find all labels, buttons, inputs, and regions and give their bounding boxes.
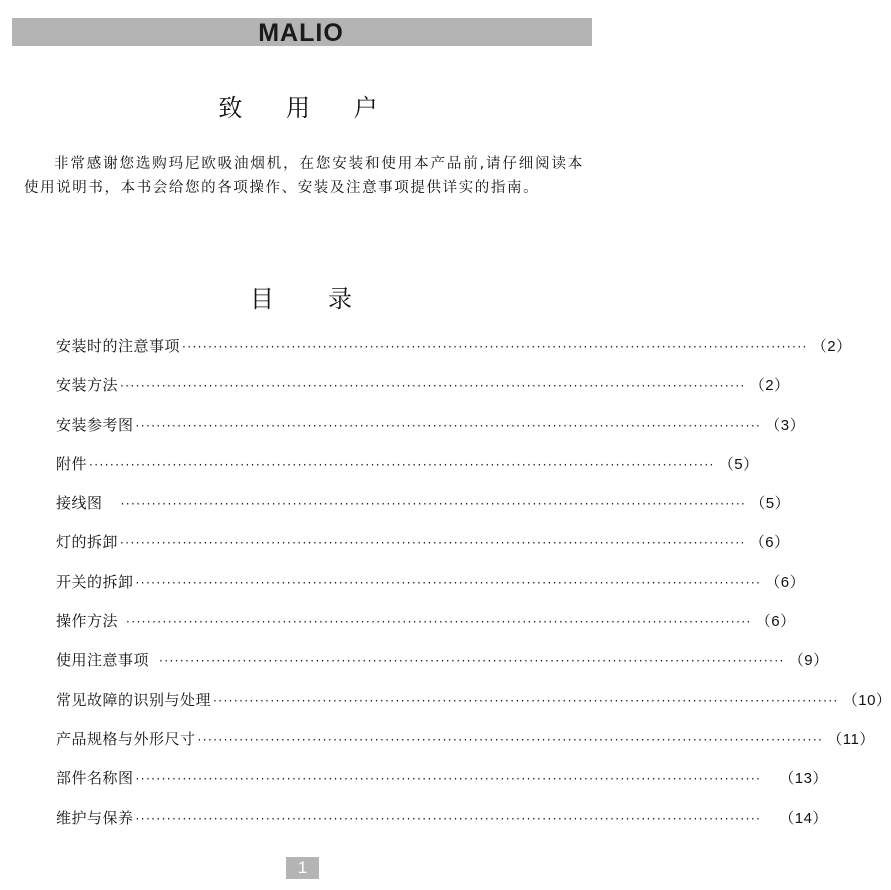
brand-logo: MALIO bbox=[258, 19, 344, 47]
toc-leader-dots: ························································································································ bbox=[120, 536, 746, 551]
toc-leader-dots: ························································································································ bbox=[213, 693, 839, 708]
toc-entry[interactable] bbox=[56, 373, 790, 412]
toc-entry-label: 使用注意事项 bbox=[56, 651, 150, 670]
toc-entry-label: 接线图 bbox=[56, 494, 103, 513]
toc-leader-dots: ························································································································ bbox=[126, 615, 752, 630]
toc-entry[interactable] bbox=[56, 806, 828, 845]
toc-entry-page: （14） bbox=[779, 809, 828, 827]
toc-entry-page: （6） bbox=[755, 613, 796, 631]
toc-entry-label: 产品规格与外形尺寸 bbox=[56, 729, 196, 748]
toc-entry-label: 安装参考图 bbox=[56, 415, 134, 434]
toc-entry[interactable] bbox=[56, 570, 806, 609]
toc-entry-label: 操作方法 bbox=[56, 612, 119, 631]
toc-leader-dots: ························································································································ bbox=[135, 811, 762, 826]
toc-entry[interactable] bbox=[56, 413, 806, 452]
toc-entry[interactable] bbox=[56, 609, 796, 648]
toc-leader-dots: ························································································································ bbox=[120, 497, 747, 512]
toc-entry-page: （5） bbox=[750, 495, 791, 513]
toc-entry-label: 开关的拆卸 bbox=[56, 572, 134, 591]
toc-leader-dots: ························································································································ bbox=[159, 654, 785, 669]
toc-entry[interactable] bbox=[56, 648, 829, 687]
toc-entry[interactable] bbox=[56, 727, 875, 766]
toc-entry-label: 维护与保养 bbox=[56, 808, 134, 827]
toc-entry-page: （6） bbox=[765, 573, 806, 591]
toc-leader-dots: ························································································································ bbox=[182, 340, 808, 354]
intro-paragraph: 非常感谢您选购玛尼欧吸油烟机，在您安装和使用本产品前,请仔细阅读本使用说明书，本书会给您的各项操作、安装及注意事项提供详实的指南。 bbox=[24, 156, 584, 196]
toc-entry-label: 部件名称图 bbox=[56, 769, 134, 788]
toc-entry[interactable] bbox=[56, 334, 852, 373]
toc-entry-label: 灯的拆卸 bbox=[56, 533, 119, 552]
toc-entry-page: （10） bbox=[842, 691, 891, 709]
toc-entry-page: （11） bbox=[827, 730, 875, 748]
toc-entry-page: （2） bbox=[749, 377, 790, 395]
toc-entry-page: （13） bbox=[779, 770, 828, 788]
toc-leader-dots: ························································································································ bbox=[135, 575, 762, 590]
toc-entry-page: （9） bbox=[788, 652, 829, 670]
toc-title-right: 录 bbox=[328, 285, 352, 313]
toc-entry[interactable] bbox=[56, 766, 828, 805]
toc-entry[interactable] bbox=[56, 688, 891, 727]
toc-leader-dots: ························································································································ bbox=[89, 457, 715, 472]
toc-entry-page: （2） bbox=[811, 338, 852, 355]
toc-entry-label: 附件 bbox=[56, 454, 88, 473]
toc-title bbox=[0, 284, 602, 314]
toc-leader-dots: ························································································································ bbox=[120, 379, 746, 394]
toc-leader-dots: ························································································································ bbox=[135, 772, 762, 787]
toc-entry[interactable] bbox=[56, 530, 790, 569]
toc-entry-label: 安装时的注意事项 bbox=[56, 337, 181, 355]
toc-leader-dots: ························································································································ bbox=[197, 732, 824, 747]
toc-title-left: 目 bbox=[250, 285, 274, 313]
toc-entry-page: （6） bbox=[749, 534, 790, 552]
toc-entry-page: （5） bbox=[718, 455, 759, 473]
greeting-title: 致 用 户 bbox=[218, 94, 396, 122]
toc-entry[interactable] bbox=[56, 491, 791, 530]
toc-entry-page: （3） bbox=[765, 416, 806, 434]
toc-entry[interactable] bbox=[56, 452, 759, 491]
page-number: 1 bbox=[286, 857, 319, 879]
toc-entry-label: 安装方法 bbox=[56, 376, 119, 395]
toc-leader-dots: ························································································································ bbox=[135, 418, 762, 433]
table-of-contents bbox=[56, 334, 891, 845]
toc-entry-label: 常见故障的识别与处理 bbox=[56, 690, 212, 709]
